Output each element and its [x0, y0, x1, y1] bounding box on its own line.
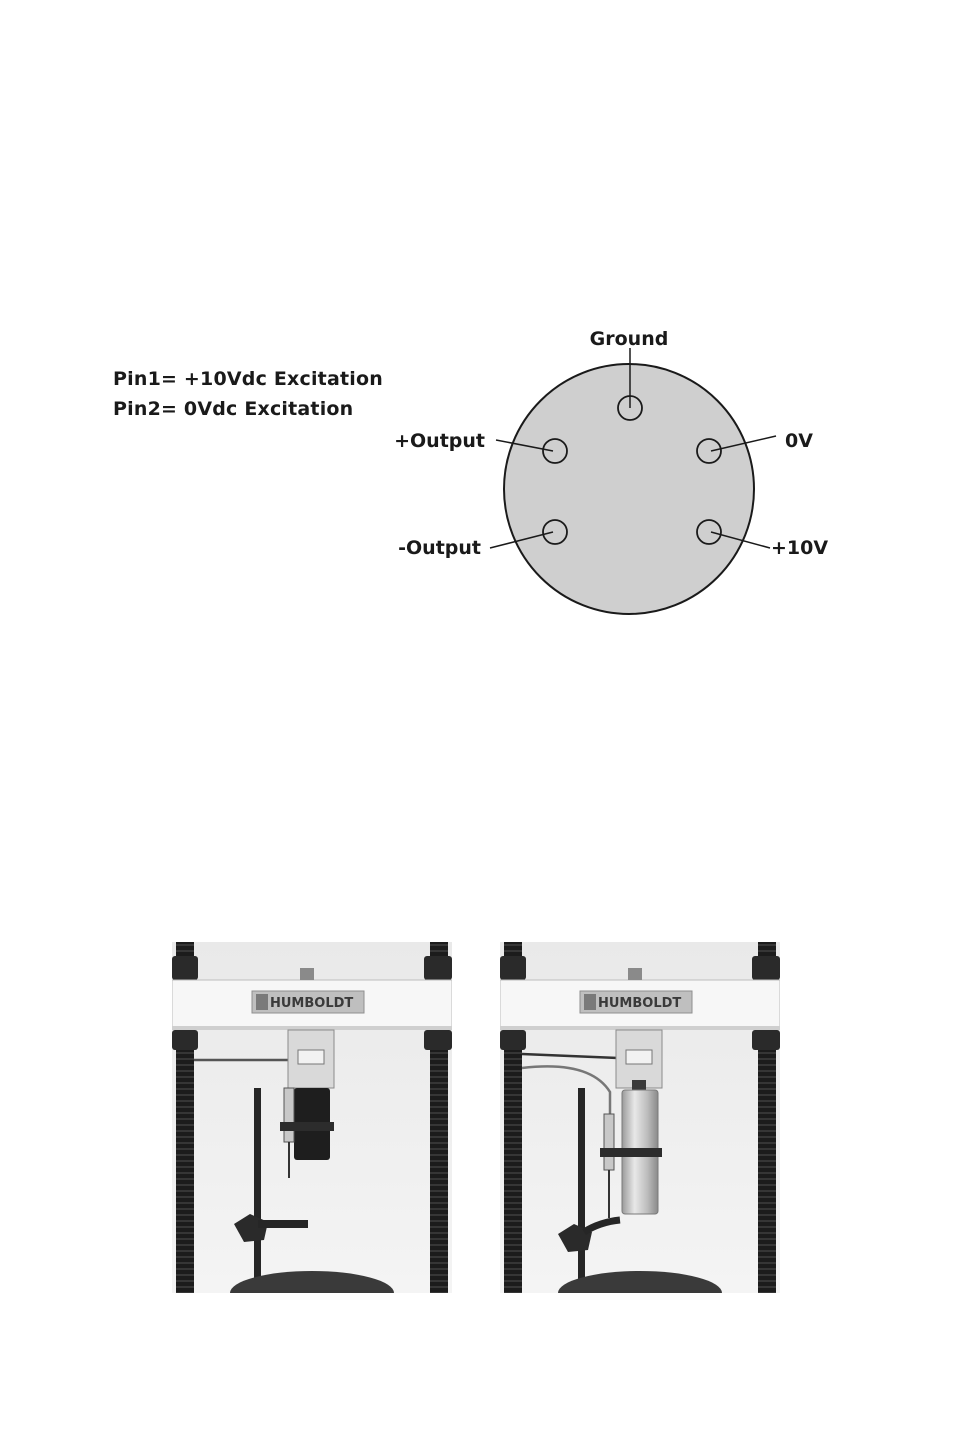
- label-minus-output: -Output: [398, 537, 481, 559]
- pin-plus-output: [543, 439, 567, 463]
- logo-text: HUMBOLDT: [270, 996, 354, 1011]
- pin-plus-10v: [697, 520, 721, 544]
- pin2-note: Pin2= 0Vdc Excitation: [113, 398, 354, 420]
- label-plus-output: +Output: [394, 430, 485, 452]
- label-ground: Ground: [589, 328, 669, 350]
- pin1-note: Pin1= +10Vdc Excitation: [113, 368, 383, 390]
- pin-minus-output: [543, 520, 567, 544]
- load-frame-photo-left: [172, 942, 452, 1293]
- pin-zero-v: [697, 439, 721, 463]
- label-plus-10v: +10V: [771, 537, 829, 559]
- pin-notes: [113, 364, 383, 424]
- humboldt-logo: [580, 991, 692, 1013]
- load-frame-photo-right: [500, 942, 780, 1293]
- label-zero-v: 0V: [785, 430, 813, 452]
- connector-pinout-diagram: [380, 320, 840, 620]
- logo-text: HUMBOLDT: [598, 996, 682, 1011]
- humboldt-logo: [252, 991, 364, 1013]
